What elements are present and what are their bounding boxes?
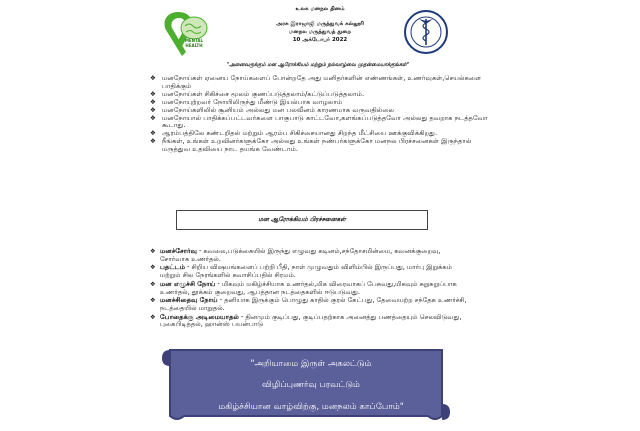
list-item: ❖ ஆரம்பத்திலே கண்டறிதல் மற்றும் ஆரம்ப சிகிச்சையானது சிறந்த மீட்சியை ஊக்குவிக்கிறது.	[150, 129, 438, 138]
bullet-diamond-icon: ❖	[150, 105, 156, 114]
quote-line-3: மகிழ்ச்சியான வாழ்விற்கு, மனநலம் காப்போம்"	[218, 402, 404, 412]
list-item: ❖ மனநோய்கள் சிகிச்சை மூலம் குணப்படுத்தலாம்/கட்டுப்படுத்தலாம்.	[150, 89, 365, 98]
condition-term: மனச்சிதைவு நோய்	[160, 296, 218, 305]
bullet-diamond-icon: ❖	[150, 297, 156, 305]
bullet-diamond-icon: ❖	[150, 137, 156, 146]
quote-line-1: "அறியாமை இருள் அகலட்டும்	[250, 359, 372, 369]
bullet-diamond-icon: ❖	[150, 313, 156, 321]
institution-line2: மனநல மருத்துவத் துறை	[288, 29, 352, 35]
list-item	[150, 248, 470, 263]
bullet-diamond-icon: ❖	[150, 113, 156, 122]
bullet-diamond-icon: ❖	[150, 264, 156, 272]
logo-left-text-2: HEALTH	[185, 43, 203, 48]
institution-line1: அரசு இராஜாஜி மருத்துவக் கல்லூரி	[276, 21, 364, 27]
header-top-line: உலக மனநல தினம்	[295, 6, 345, 12]
list-item: ❖ மனநோயுற்றவர் நோயிலிருந்து மீண்டு இயல்பாக வாழலாம்	[150, 97, 343, 106]
list-item	[150, 314, 470, 329]
list-item	[150, 281, 470, 296]
list-item	[150, 264, 470, 279]
list-item: ❖ மனநோய்களிலில் சூனியம் அல்லது மன பலவீனம் காரணமாக வருவதில்லை	[150, 105, 395, 114]
list-item: ❖ நீங்கள், உங்கள் உறவினர்களுக்கோ அல்லது உங்கள் நண்பர்களுக்கோ மனநல பிரச்சனைகள் இருந்தால் மருத்துவ உதவியை நாட தயங்க வேண்டாம்.	[150, 137, 472, 154]
bullet-diamond-icon: ❖	[150, 129, 156, 138]
bullet-diamond-icon: ❖	[150, 280, 156, 288]
bullet-diamond-icon: ❖	[150, 89, 156, 98]
medical-emblem-icon	[404, 10, 448, 54]
condition-term: மன எழுச்சி நோய்	[160, 279, 216, 288]
list-item: ❖ மனநோயால் பாதிக்கப்பட்டவர்களை பாகுபாடு காட்டவோ,களங்கப்படுத்தவோ அல்லது தவறாக நடத்தவோ கூடாது.	[150, 113, 488, 130]
bullet-diamond-icon: ❖	[150, 248, 156, 255]
condition-term: போதைக்கு அடிமையாதல்	[160, 312, 239, 321]
list-item	[150, 297, 470, 312]
condition-description: - கவலை,படுக்கையில் இருந்து எழுவது கடினம்,சந்தோசமின்மை, கவனக்குறைவு, சோர்வாக உணர்தல்.	[160, 247, 441, 263]
condition-term: மனச்சோர்வு	[160, 247, 197, 255]
slogan-text: "அனைவருக்கும் மன ஆரோக்கியம் மற்றும் நல்வாழ்வை முதன்மையாக்குங்கள்"	[226, 62, 410, 68]
date-line: 10 அக்டோபர் 2022	[292, 37, 348, 43]
list-item: ❖ மனநோய்கள் ஏனைய நோய்களைப் போன்றதே அது மனிதர்களின் எண்ணங்கள், உணர்வுகள்,செயல்களை பாதிக்கும்	[150, 74, 482, 90]
facts-list	[150, 75, 490, 154]
logo-left-text-1: MENTAL	[184, 38, 204, 43]
condition-term: பதட்டம்	[160, 263, 186, 272]
condition-description: - மிகவும் மகிழ்ச்சியாக உணர்தல்,மிக விரைவாகப் பேசுவது,மிகவும் சுறுசுறுப்பாக உணர்தல், தூக்கம் குறைவது, ஆபத்தான நடத்தைகளில் ஈடுபடுவது.	[160, 279, 457, 296]
section-heading-box: மன ஆரோக்கியம் பிரச்சனைகள்	[176, 210, 428, 230]
bullet-diamond-icon: ❖	[150, 97, 156, 106]
quote-line-2: விழிப்புணர்வு பரவட்டும்	[262, 380, 360, 390]
bullet-diamond-icon: ❖	[150, 74, 156, 82]
condition-description: - தனியாக இருக்கும் பொழுது காதில் குரல் கேட்பது, தேவையற்ற சந்தேக உணர்ச்சி, நடத்தையில் மாறுதல்.	[160, 296, 467, 312]
condition-description: - தினமும் குடிப்பது, குடிப்பதற்காக அனைத்து பணத்தையும் செலவிடுவது, புகைபிடித்தல், ஹான்ஸ் பயன்பாடு	[160, 312, 462, 329]
condition-description: - சிறிய விஷயங்களைப் பற்றி பீதி, நாள் முழுவதும் விளிம்பில் இருப்பது, மார்பு இறுக்கம் மற்றும் சில நேரங்களில் சுவாசிப்பதில் சிரமம்.	[160, 263, 452, 280]
conditions-list	[150, 248, 470, 330]
